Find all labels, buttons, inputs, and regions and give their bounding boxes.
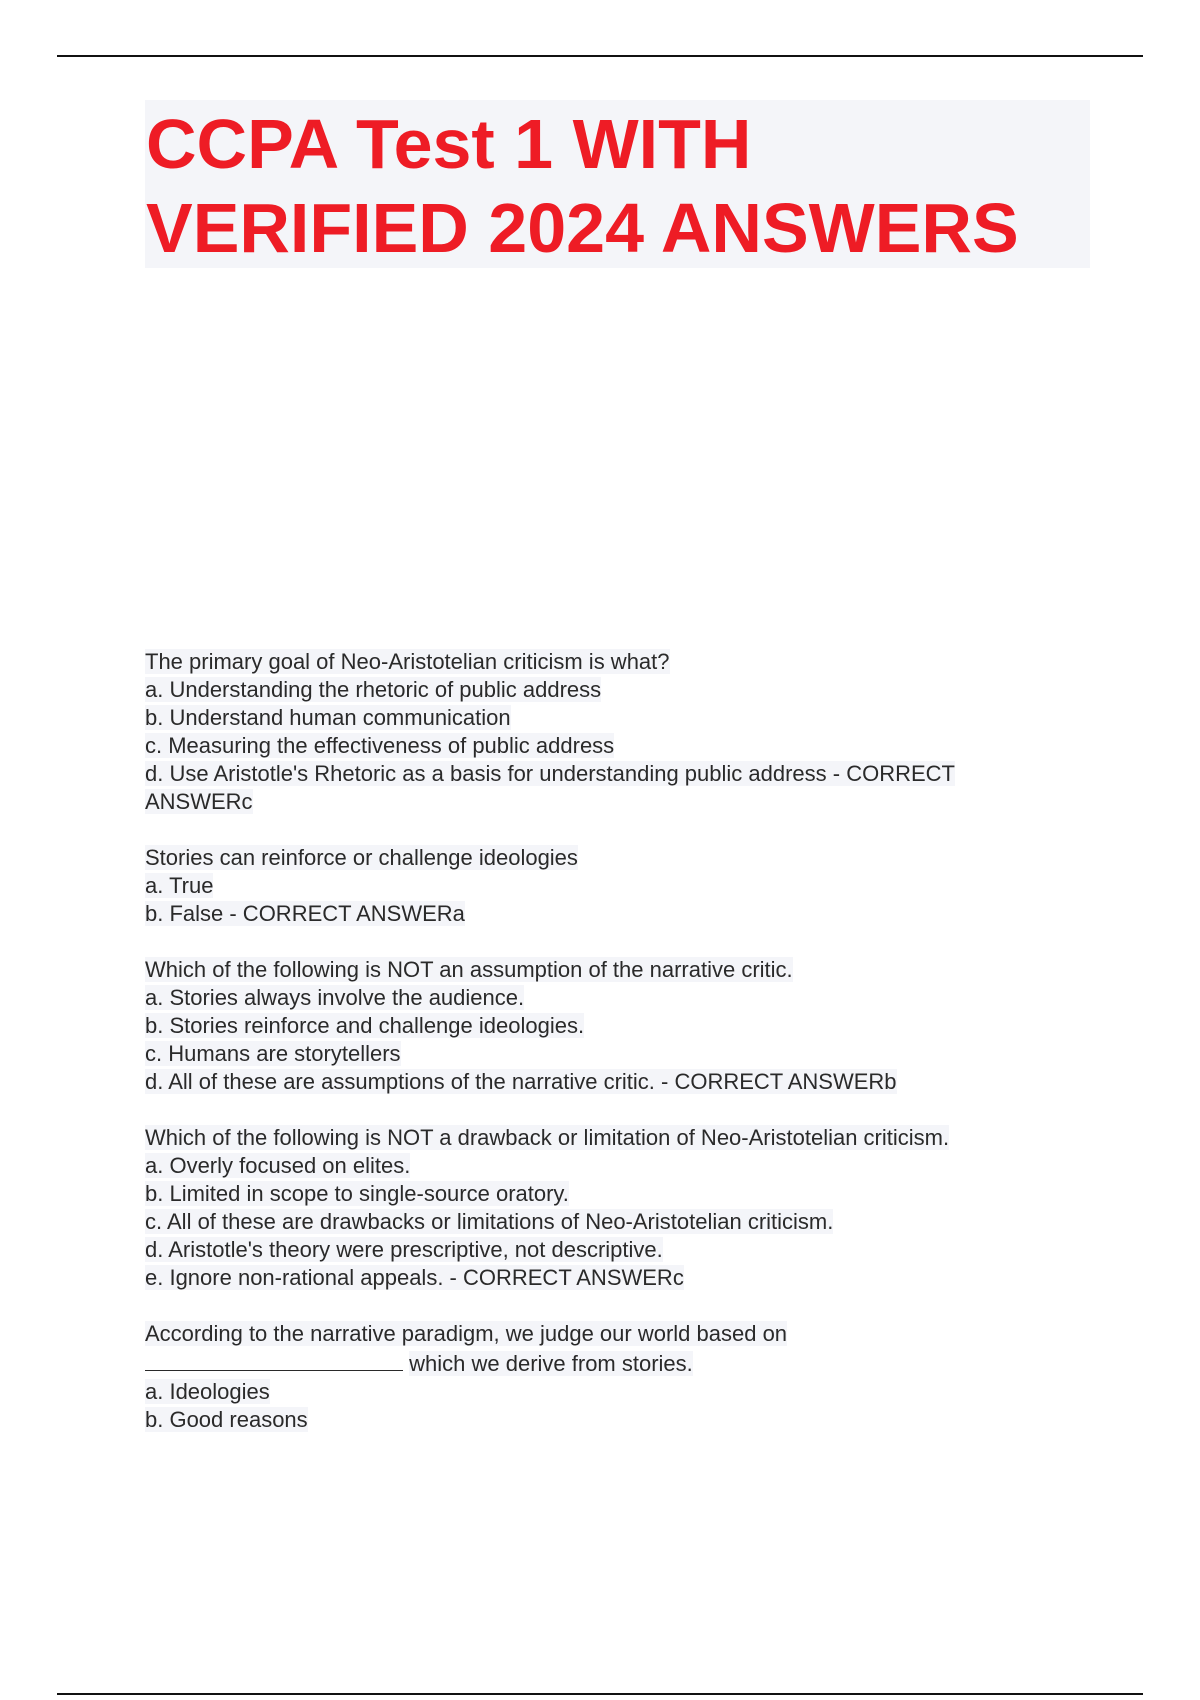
answer-option-e: e. Ignore non-rational appeals. - CORRECT ANSWERc [145,1265,684,1290]
document-title [146,102,1086,270]
answer-option-a: a. Stories always involve the audience. [145,985,525,1010]
answer-option-b: b. Stories reinforce and challenge ideologies. [145,1013,585,1038]
answer-option-d: d. All of these are assumptions of the narrative critic. - CORRECT ANSWERb [145,1069,897,1094]
question-text: Stories can reinforce or challenge ideologies [145,845,578,870]
question-1 [145,648,1045,816]
bottom-rule [57,1693,1143,1695]
question-text: Which of the following is NOT an assumption of the narrative critic. [145,957,793,982]
answer-option-b: b. False - CORRECT ANSWERa [145,901,465,926]
title-line-1: CCPA Test 1 WITH [146,105,752,183]
question-text: According to the narrative paradigm, we judge our world based on [145,1321,788,1346]
question-text-continued: which we derive from stories. [409,1351,693,1376]
answer-option-a: a. True [145,873,214,898]
question-2 [145,844,1045,928]
answer-option-d: d. Aristotle's theory were prescriptive, not descriptive. [145,1237,663,1262]
answer-option-b: b. Limited in scope to single-source oratory. [145,1181,569,1206]
answer-option-a: a. Ideologies [145,1379,270,1404]
question-list [145,648,1045,1462]
answer-option-c: c. Humans are storytellers [145,1041,401,1066]
correct-answer: ANSWERc [145,789,253,814]
question-3 [145,956,1045,1096]
question-5 [145,1320,1045,1434]
title-line-2: VERIFIED 2024 ANSWERS [146,189,1019,267]
question-text: Which of the following is NOT a drawback or limitation of Neo-Aristotelian criticism. [145,1125,950,1150]
fill-in-blank [145,1348,403,1371]
answer-option-c: c. All of these are drawbacks or limitations of Neo-Aristotelian criticism. [145,1209,834,1234]
answer-option-a: a. Understanding the rhetoric of public address [145,677,602,702]
top-rule [57,55,1143,57]
answer-option-a: a. Overly focused on elites. [145,1153,411,1178]
question-text: The primary goal of Neo-Aristotelian criticism is what? [145,649,670,674]
answer-option-b: b. Good reasons [145,1407,308,1432]
answer-option-c: c. Measuring the effectiveness of public address [145,733,615,758]
answer-option-b: b. Understand human communication [145,705,511,730]
question-4 [145,1124,1045,1292]
answer-option-d: d. Use Aristotle's Rhetoric as a basis for understanding public address - CORRECT [145,761,955,786]
